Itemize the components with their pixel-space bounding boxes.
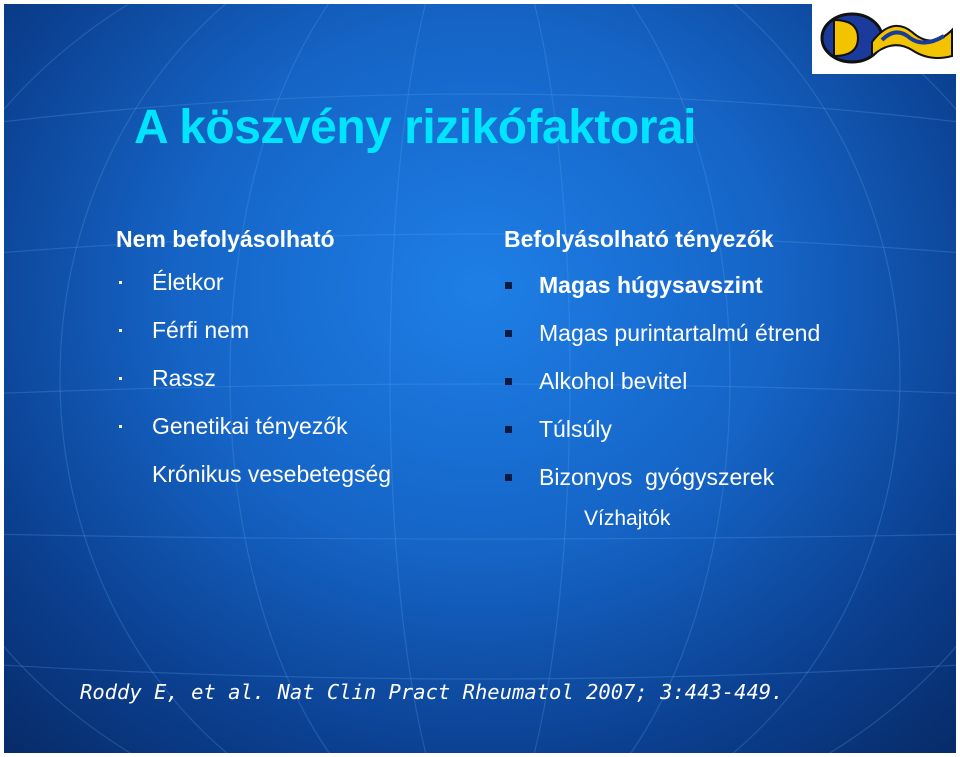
square-bullet-icon [505, 330, 512, 337]
slide-title: A köszvény rizikófaktorai [134, 101, 696, 154]
logo [812, 2, 956, 74]
list-item-label: Magas purintartalmú étrend [539, 320, 821, 346]
list-item-label: Túlsúly [539, 416, 612, 442]
list-item [152, 267, 391, 315]
list-item [152, 411, 391, 459]
list-item [539, 414, 820, 462]
bullet-icon [119, 281, 122, 284]
square-bullet-icon [505, 426, 512, 433]
list-item-label: Genetikai tényezők [152, 413, 348, 439]
list-item-label: Magas húgysavszint [539, 272, 763, 298]
bullet-icon [119, 425, 122, 428]
left-column-heading: Nem befolyásolható [116, 226, 335, 252]
right-column-heading: Befolyásolható tényezők [504, 226, 774, 252]
list-item [152, 315, 391, 363]
list-item [152, 363, 391, 411]
list-item-label: Bizonyos gyógyszerek [539, 464, 775, 490]
reference-citation: Roddy E, et al. Nat Clin Pract Rheumatol 2007; 3:443-449. [80, 680, 784, 704]
list-item [539, 318, 820, 366]
left-factor-list [152, 267, 391, 507]
list-item-label: Életkor [152, 269, 224, 295]
bullet-icon [119, 377, 122, 380]
list-item-label: Alkohol bevitel [539, 368, 688, 394]
sub-list-item: Vízhajtók [584, 507, 671, 530]
logo-icon [812, 2, 956, 74]
list-item-label: Férfi nem [152, 317, 250, 343]
square-bullet-icon [505, 378, 512, 385]
list-item [539, 366, 820, 414]
list-item [539, 270, 820, 318]
right-factor-list [539, 270, 820, 510]
list-item [152, 459, 391, 507]
square-bullet-icon [505, 282, 512, 289]
bullet-icon [119, 329, 122, 332]
list-item [539, 462, 820, 510]
list-item-label: Krónikus vesebetegség [152, 461, 392, 487]
list-item-label: Rassz [152, 365, 216, 391]
square-bullet-icon [505, 474, 512, 481]
slide [4, 4, 956, 753]
